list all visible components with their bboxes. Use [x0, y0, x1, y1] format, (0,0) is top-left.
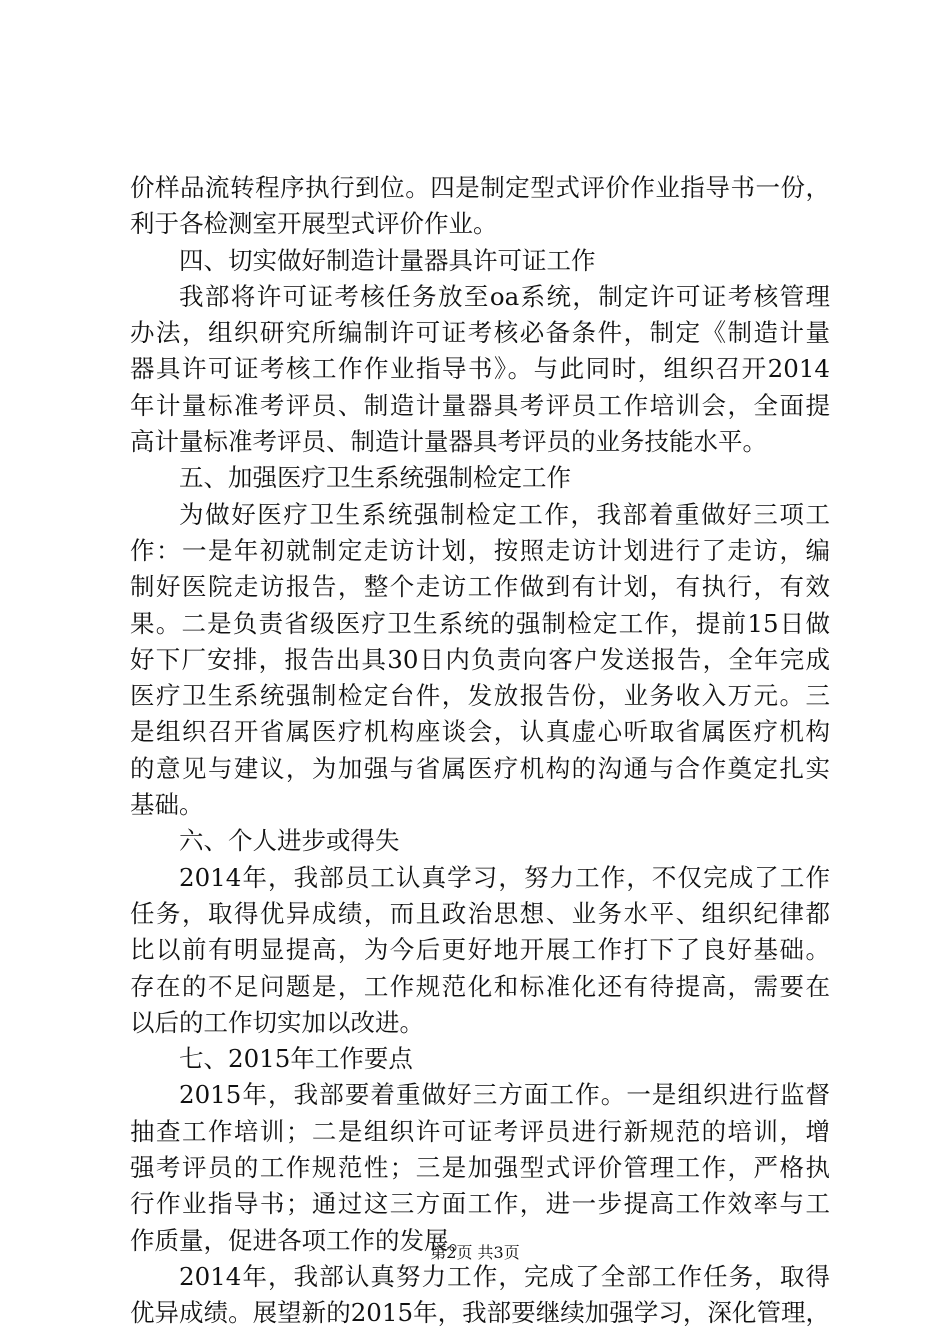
text-line: 利于各检测室开展型式评价作业。	[130, 209, 498, 239]
text-line: 年计量标准考评员、制造计量器具考评员工作培训会，全面提	[130, 390, 830, 420]
text-line: 存在的不足问题是，工作规范化和标准化还有待提高，需要在	[130, 971, 830, 1001]
text-line: 抽查工作培训；二是组织许可证考评员进行新规范的培训，增	[130, 1116, 830, 1146]
text-line: 制好医院走访报告，整个走访工作做到有计划，有执行，有效	[130, 572, 830, 602]
text-line: 基础。	[130, 790, 204, 820]
text-line: 2015年，我部要着重做好三方面工作。一是组织进行监督	[179, 1080, 830, 1110]
text-line: 作质量，促进各项工作的发展。	[130, 1225, 473, 1255]
section-heading: 五、加强医疗卫生系统强制检定工作	[179, 463, 571, 493]
text-line: 我部将许可证考核任务放至oa系统，制定许可证考核管理	[179, 281, 830, 311]
text-line: 任务，取得优异成绩，而且政治思想、业务水平、组织纪律都	[130, 898, 830, 928]
text-line: 器具许可证考核工作作业指导书》。与此同时，组织召开2014	[130, 354, 830, 384]
text-line: 作：一是年初就制定走访计划，按照走访计划进行了走访，编	[130, 535, 830, 565]
document-body	[130, 170, 830, 1332]
section-heading: 六、个人进步或得失	[179, 826, 400, 856]
text-line: 比以前有明显提高，为今后更好地开展工作打下了良好基础。	[130, 935, 830, 965]
page-footer	[0, 1243, 950, 1263]
text-line: 医疗卫生系统强制检定台件，发放报告份，业务收入万元。三	[130, 681, 830, 711]
text-line: 2014年，我部认真努力工作，完成了全部工作任务，取得	[179, 1261, 830, 1291]
text-line: 是组织召开省属医疗机构座谈会，认真虚心听取省属医疗机构	[130, 717, 830, 747]
text-line: 强考评员的工作规范性；三是加强型式评价管理工作，严格执	[130, 1153, 830, 1183]
section-heading: 四、切实做好制造计量器具许可证工作	[179, 245, 596, 275]
text-line: 好下厂安排，报告出具30日内负责向客户发送报告，全年完成	[130, 644, 830, 674]
text-line: 以后的工作切实加以改进。	[130, 1007, 424, 1037]
text-line: 办法，组织研究所编制许可证考核必备条件，制定《制造计量	[130, 318, 830, 348]
text-line: 的意见与建议，为加强与省属医疗机构的沟通与合作奠定扎实	[130, 753, 830, 783]
text-line: 优异成绩。展望新的2015年，我部要继续加强学习，深化管理，	[130, 1298, 830, 1328]
text-line: 果。二是负责省级医疗卫生系统的强制检定工作，提前15日做	[130, 608, 830, 638]
text-line: 高计量标准考评员、制造计量器具考评员的业务技能水平。	[130, 427, 767, 457]
text-line: 2014年，我部员工认真学习，努力工作，不仅完成了工作	[179, 862, 830, 892]
text-line: 为做好医疗卫生系统强制检定工作，我部着重做好三项工	[179, 499, 830, 529]
section-heading: 七、2015年工作要点	[179, 1044, 413, 1074]
page-number: 第2页 共3页	[430, 1243, 520, 1262]
text-line: 价样品流转程序执行到位。四是制定型式评价作业指导书一份，	[130, 173, 830, 202]
text-line: 行作业指导书；通过这三方面工作，进一步提高工作效率与工	[130, 1189, 830, 1219]
